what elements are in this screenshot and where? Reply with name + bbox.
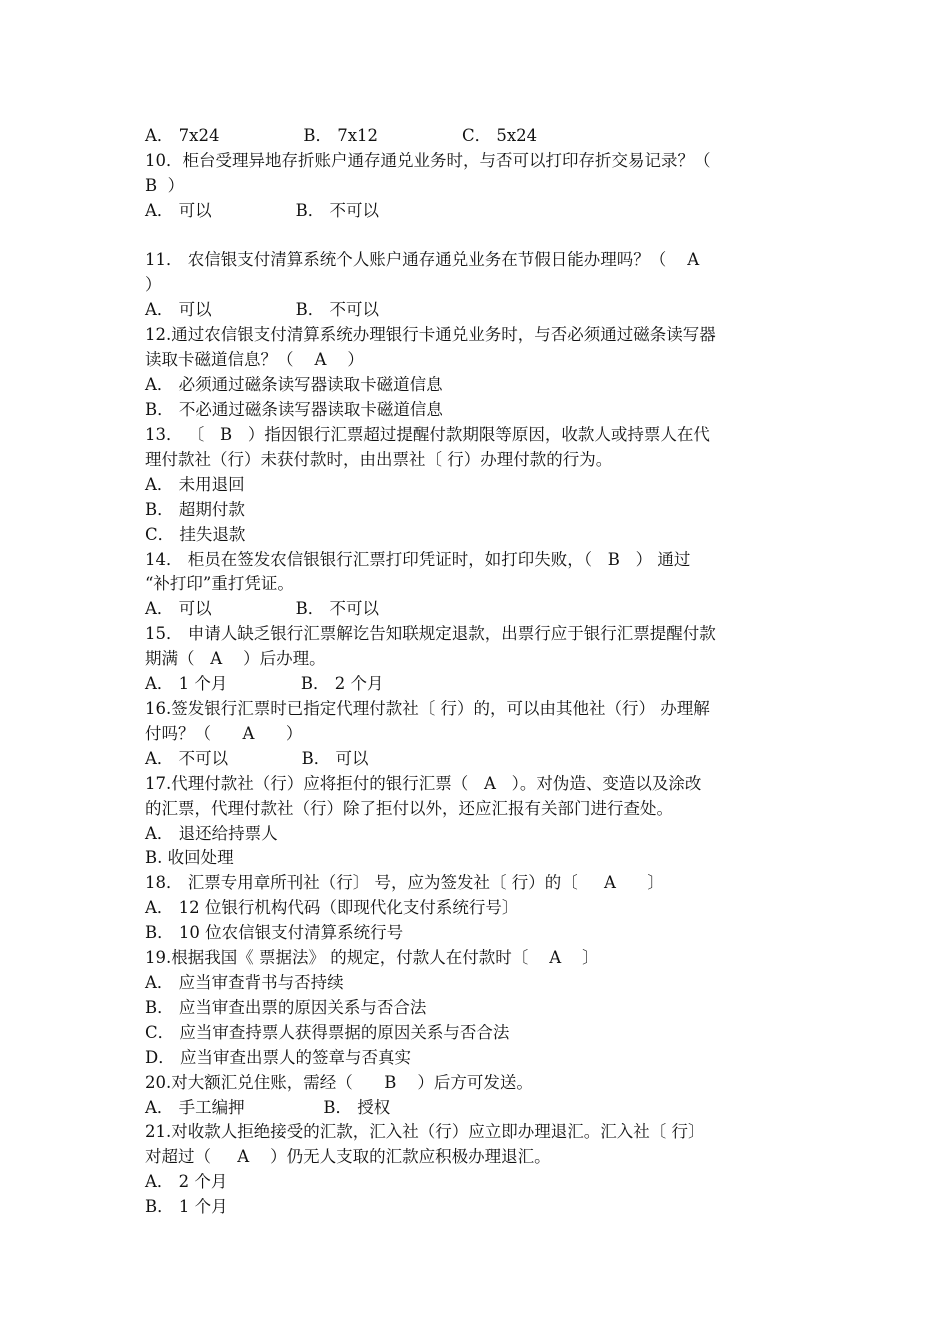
q13-question-line-2: 理付款社（行）未获付款时，由出票社〔 行）办理付款的行为。 [145,450,613,469]
q19-option-b: B． 应当审查出票的原因关系与否合法 [145,998,427,1017]
q15-options-line: A． 1 个月 B． 2 个月 [145,674,384,693]
q21-option-b: B． 1 个月 [145,1197,228,1216]
q18-option-a: A． 12 位银行机构代码（即现代化支付系统行号〕 [145,898,519,917]
q19-question-line: 19.根据我国《 票据法》 的规定，付款人在付款时〔 A 〕 [145,948,599,967]
q19-option-a: A． 应当审查背书与否持续 [145,973,344,992]
q15-question-line-1: 15． 申请人缺乏银行汇票解讫告知联规定退款，出票行应于银行汇票提醒付款 [145,624,716,643]
q18-question-line: 18． 汇票专用章所刊社（行〕 号，应为签发社〔 行）的〔 A 〕 [145,873,664,892]
q20-question-line: 20.对大额汇兑住账，需经（ B ）后方可发送。 [145,1073,533,1092]
q10-question-line-2: B ） [145,176,185,195]
q13-option-c: C． 挂失退款 [145,525,246,544]
q14-question-line-2: “补打印”重打凭证。 [145,574,294,593]
q12-question-line-2: 读取卡磁道信息？（ A ） [145,350,364,369]
q21-question-line-1: 21.对收款人拒绝接受的汇款，汇入社（行）应立即办理退汇。汇入社〔 行〕 [145,1122,705,1141]
q13-option-a: A． 未用退回 [145,475,245,494]
q19-option-d: D． 应当审查出票人的签章与否真实 [145,1048,411,1067]
q17-option-b: B. 收回处理 [145,848,234,867]
q16-options-line: A． 不可以 B． 可以 [145,749,369,768]
q12-option-b: B． 不必通过磁条读写器读取卡磁道信息 [145,400,443,419]
q12-option-a: A． 必须通过磁条读写器读取卡磁道信息 [145,375,443,394]
q19-option-c: C． 应当审查持票人获得票据的原因关系与否合法 [145,1023,510,1042]
q17-question-line-2: 的汇票，代理付款社（行）除了拒付以外，还应汇报有关部门进行查处。 [145,799,673,818]
q10-options-line: A． 可以 B． 不可以 [145,201,379,220]
q17-option-a: A． 退还给持票人 [145,824,278,843]
q11-question-line-2: ） [145,275,162,294]
q18-option-b: B． 10 位农信银支付清算系统行号 [145,923,404,942]
q11-options-line: A． 可以 B． 不可以 [145,300,379,319]
q10-question-line-1: 10．柜台受理异地存折账户通存通兑业务时，与否可以打印存折交易记录？（ [145,151,711,170]
q13-question-line-1: 13． 〔 B ）指因银行汇票超过提醒付款期限等原因，收款人或持票人在代 [145,425,710,444]
q17-question-line-1: 17.代理付款社（行）应将拒付的银行汇票（ A ）。对伪造、变造以及涂改 [145,774,702,793]
q13-option-b: B． 超期付款 [145,500,245,519]
q20-options-line: A． 手工编押 B． 授权 [145,1098,391,1117]
q16-question-line-2: 付吗？（ A ） [145,724,303,743]
q14-options-line: A． 可以 B． 不可以 [145,599,379,618]
q21-question-line-2: 对超过（ A ）仍无人支取的汇款应积极办理退汇。 [145,1147,551,1166]
q12-question-line-1: 12.通过农信银支付清算系统办理银行卡通兑业务时，与否必须通过磁条读写器 [145,325,716,344]
q9-options-line: A． 7x24 B． 7x12 C． 5x24 [145,126,538,145]
q14-question-line-1: 14． 柜员在签发农信银银行汇票打印凭证时，如打印失败，（ B ） 通过 [145,550,691,569]
q21-option-a: A． 2 个月 [145,1172,228,1191]
q15-question-line-2: 期满（ A ）后办理。 [145,649,326,668]
q11-question-line-1: 11． 农信银支付清算系统个人账户通存通兑业务在节假日能办理吗？（ A [145,250,700,269]
q16-question-line-1: 16.签发银行汇票时已指定代理付款社〔 行）的，可以由其他社（行） 办理解 [145,699,710,718]
